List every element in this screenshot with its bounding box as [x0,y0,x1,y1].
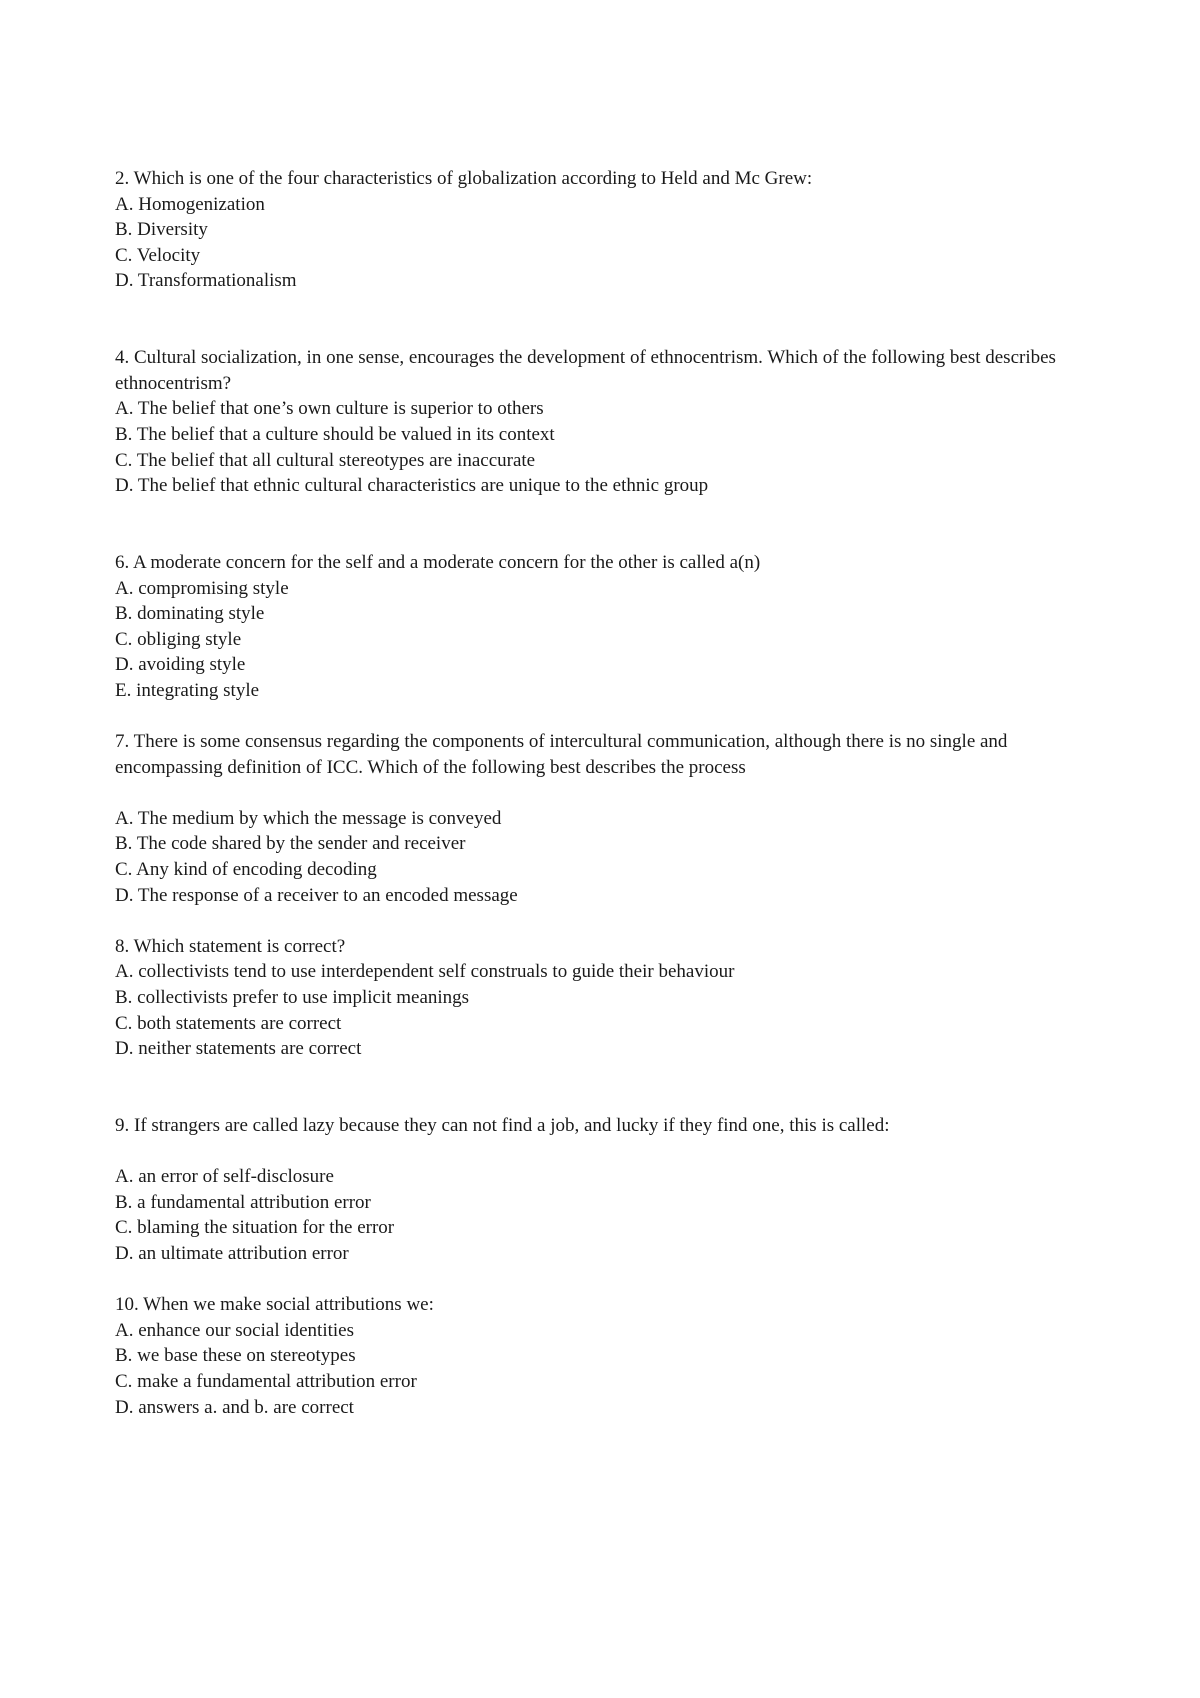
question-7 [115,729,1115,908]
answer-option: A. an error of self-disclosure [115,1166,334,1188]
answer-option: B. The code shared by the sender and receiver [115,833,466,855]
answer-option: B. collectivists prefer to use implicit meanings [115,987,470,1008]
answer-option: D. answers a. and b. are correct [115,1396,354,1418]
answer-option: A. enhance our social identities [115,1319,355,1341]
answer-option: B. a fundamental attribution error [115,1191,371,1213]
answer-option: D. neither statements are correct [115,1038,362,1060]
answer-option: A. compromising style [115,577,289,599]
question-stem: 6. A moderate concern for the self and a moderate concern for the other is called a(n) [115,551,761,573]
answer-option: A. collectivists tend to use interdependent self construals to guide their behaviour [115,961,735,983]
answer-option: C. make a fundamental attribution error [115,1370,417,1392]
question-list [115,166,1115,1420]
spacer [115,1139,1115,1165]
question-stem: 8. Which statement is correct? [115,935,346,957]
question-stem: 9. If strangers are called lazy because they can not find a job, and lucky if they find one, this is called: [115,1114,890,1136]
spacer [115,524,1115,550]
answer-option: C. Velocity [115,244,201,266]
spacer [115,294,1115,320]
answer-option: C. both statements are correct [115,1012,342,1034]
answer-option: D. The belief that ethnic cultural characteristics are unique to the ethnic group [115,475,709,497]
answer-option: C. blaming the situation for the error [115,1217,395,1239]
answer-option: D. avoiding style [115,654,246,676]
question-stem: 2. Which is one of the four characteristics of globalization according to Held and Mc Grew: [115,168,813,189]
answer-option: A. The medium by which the message is conveyed [115,807,502,829]
answer-option: A. The belief that one’s own culture is superior to others [115,398,544,420]
question-2 [115,166,1115,294]
spacer [115,908,1115,934]
answer-option: B. we base these on stereotypes [115,1345,356,1367]
spacer [115,780,1115,806]
spacer [115,1062,1115,1088]
answer-option: B. The belief that a culture should be valued in its context [115,423,555,445]
answer-option: D. an ultimate attribution error [115,1242,349,1264]
answer-option: B. Diversity [115,219,208,241]
question-4 [115,345,1115,499]
answer-option: C. The belief that all cultural stereotypes are inaccurate [115,449,536,471]
question-stem: 4. Cultural socialization, in one sense, encourages the development of ethnocentrism. Which of the following best describes ethnocentrism? [115,347,1056,394]
answer-option: B. dominating style [115,603,265,625]
question-9 [115,1113,1115,1267]
question-6 [115,550,1115,704]
spacer [115,1267,1115,1293]
answer-option: A. Homogenization [115,193,265,215]
spacer [115,1087,1115,1113]
answer-option: E. integrating style [115,679,260,701]
answer-option: C. obliging style [115,628,242,650]
spacer [115,703,1115,729]
spacer [115,499,1115,525]
question-stem: 7. There is some consensus regarding the components of intercultural communication, although there is no single and encompassing definition of ICC. Which of the following best describes the process [115,731,1008,778]
spacer [115,320,1115,346]
answer-option: C. Any kind of encoding decoding [115,859,377,881]
question-8 [115,934,1115,1062]
question-10 [115,1292,1115,1420]
question-stem: 10. When we make social attributions we: [115,1294,434,1316]
answer-option: D. Transformationalism [115,270,297,292]
answer-option: D. The response of a receiver to an encoded message [115,884,518,906]
